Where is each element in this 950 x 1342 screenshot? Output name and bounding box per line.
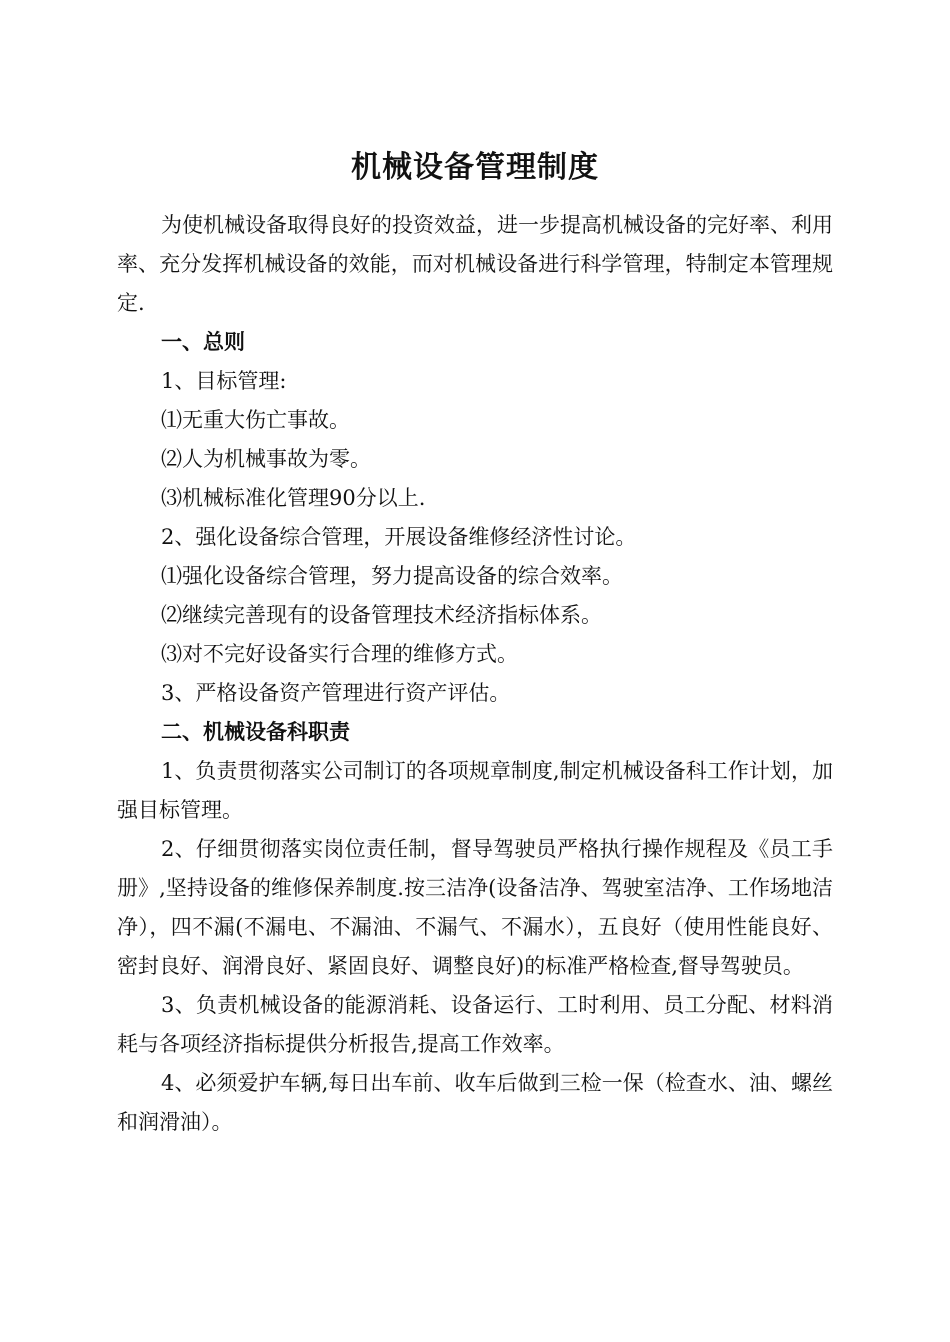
section-heading-duties: 二、机械设备科职责 [161,720,350,744]
list-item: 1、目标管理: [161,369,287,393]
document-body [117,206,833,1142]
list-item: ⑵继续完善现有的设备管理技术经济指标体系。 [161,603,602,627]
document-title: 机械设备管理制度 [351,150,599,185]
intro-paragraph: 为使机械设备取得良好的投资效益，进一步提高机械设备的完好率、利用率、充分发挥机械设备的效能，而对机械设备进行科学管理，特制定本管理规定. [117,213,833,315]
list-item: 3、严格设备资产管理进行资产评估。 [161,681,511,705]
list-item: ⑶机械标准化管理90分以上. [161,486,426,510]
list-item: ⑴无重大伤亡事故。 [161,408,350,432]
duty-paragraph: 1、负责贯彻落实公司制订的各项规章制度,制定机械设备科工作计划，加强目标管理。 [117,759,833,822]
duty-paragraph: 4、必须爱护车辆,每日出车前、收车后做到三检一保（检查水、油、螺丝和润滑油）。 [117,1071,833,1134]
list-item: 2、强化设备综合管理，开展设备维修经济性讨论。 [161,525,637,549]
section-heading-general: 一、总则 [161,330,245,354]
list-item: ⑴强化设备综合管理，努力提高设备的综合效率。 [161,564,623,588]
duty-paragraph: 3、负责机械设备的能源消耗、设备运行、工时利用、员工分配、材料消耗与各项经济指标提供分析报告,提高工作效率。 [117,993,833,1056]
duty-paragraph: 2、仔细贯彻落实岗位责任制，督导驾驶员严格执行操作规程及《员工手册》,坚持设备的维修保养制度.按三洁净(设备洁净、驾驶室洁净、工作场地洁净），四不漏(不漏电、不漏油、不漏气、不漏水），五良好（使用性能良好、密封良好、润滑良好、紧固良好、调整良好)的标准严格检查,督导驾驶员。 [117,837,833,978]
list-item: ⑵人为机械事故为零。 [161,447,371,471]
list-item: ⑶对不完好设备实行合理的维修方式。 [161,642,518,666]
